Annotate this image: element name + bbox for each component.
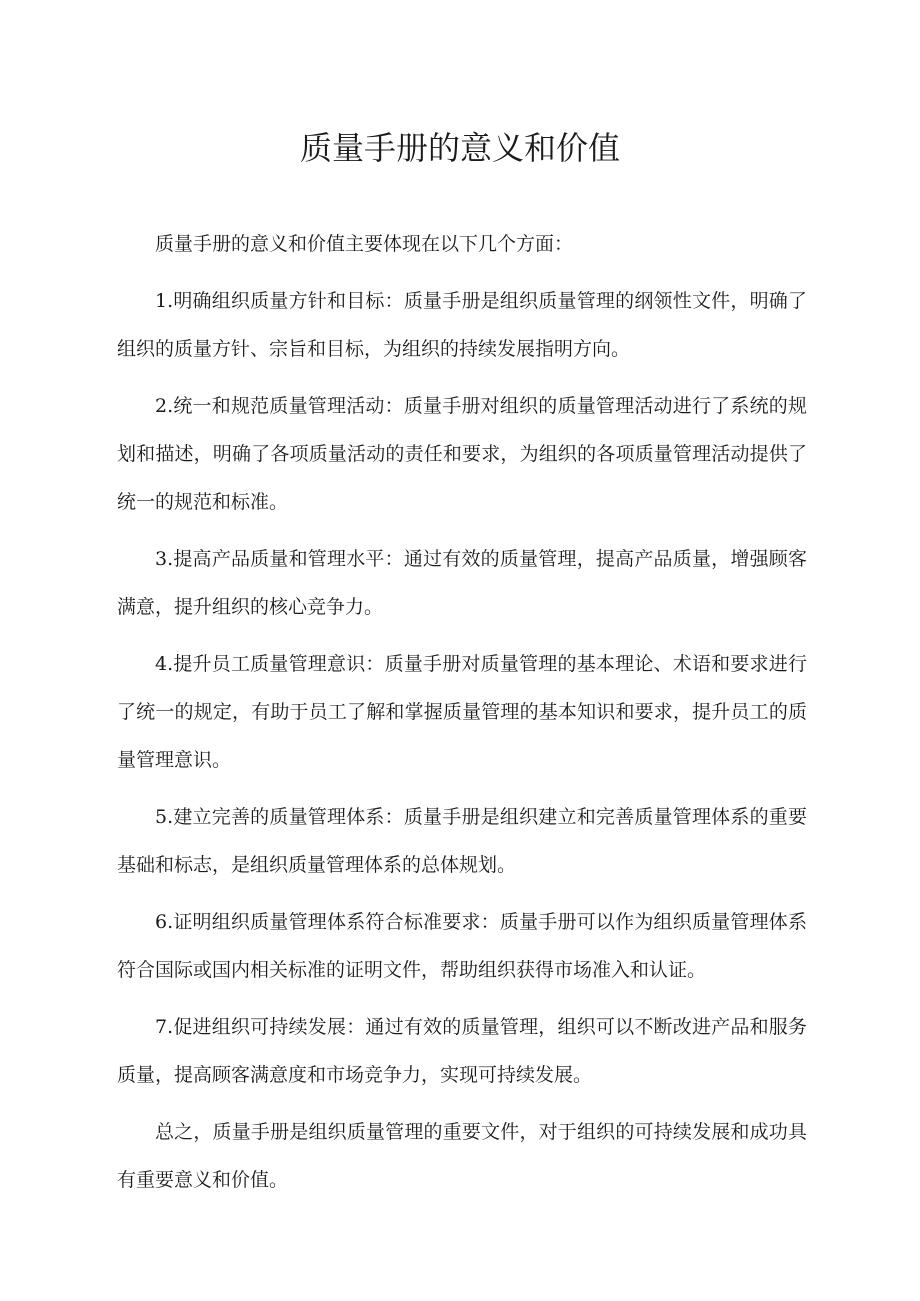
item-number: 2 [155,395,168,417]
conclusion-paragraph: 总之，质量手册是组织质量管理的重要文件，对于组织的可持续发展和成功具有重要意义和价值。 [117,1121,807,1191]
list-item [117,1003,807,1099]
list-item [117,277,807,373]
item-text: .统一和规范质量管理活动：质量手册对组织的质量管理活动进行了系统的规划和描述，明确了各项质量活动的责任和要求，为组织的各项质量管理活动提供了统一的规范和标准。 [117,395,807,513]
intro-paragraph: 质量手册的意义和价值主要体现在以下几个方面： [155,233,574,255]
list-item [117,793,807,889]
list-item [117,535,807,631]
item-number: 5 [155,806,168,828]
item-text: .明确组织质量方针和目标：质量手册是组织质量管理的纲领性文件，明确了组织的质量方针、宗旨和目标，为组织的持续发展指明方向。 [117,290,807,360]
page-title: 质量手册的意义和价值 [299,129,620,167]
item-number: 7 [155,1016,168,1038]
item-number: 4 [155,653,168,675]
item-number: 3 [155,548,168,570]
item-number: 1 [155,290,168,312]
item-number: 6 [155,911,168,933]
item-text: .促进组织可持续发展：通过有效的质量管理，组织可以不断改进产品和服务质量，提高顾客满意度和市场竞争力，实现可持续发展。 [117,1016,807,1086]
document-body [117,220,807,1213]
list-item [117,640,807,784]
list-item [117,382,807,526]
item-text: .提升员工质量管理意识：质量手册对质量管理的基本理论、术语和要求进行了统一的规定，有助于员工了解和掌握质量管理的基本知识和要求，提升员工的质量管理意识。 [117,653,807,771]
list-item [117,898,807,994]
item-text: .建立完善的质量管理体系：质量手册是组织建立和完善质量管理体系的重要基础和标志，是组织质量管理体系的总体规划。 [117,806,807,876]
item-text: .提高产品质量和管理水平：通过有效的质量管理，提高产品质量，增强顾客满意，提升组织的核心竞争力。 [117,548,807,618]
item-text: .证明组织质量管理体系符合标准要求：质量手册可以作为组织质量管理体系符合国际或国内相关标准的证明文件，帮助组织获得市场准入和认证。 [117,911,807,981]
